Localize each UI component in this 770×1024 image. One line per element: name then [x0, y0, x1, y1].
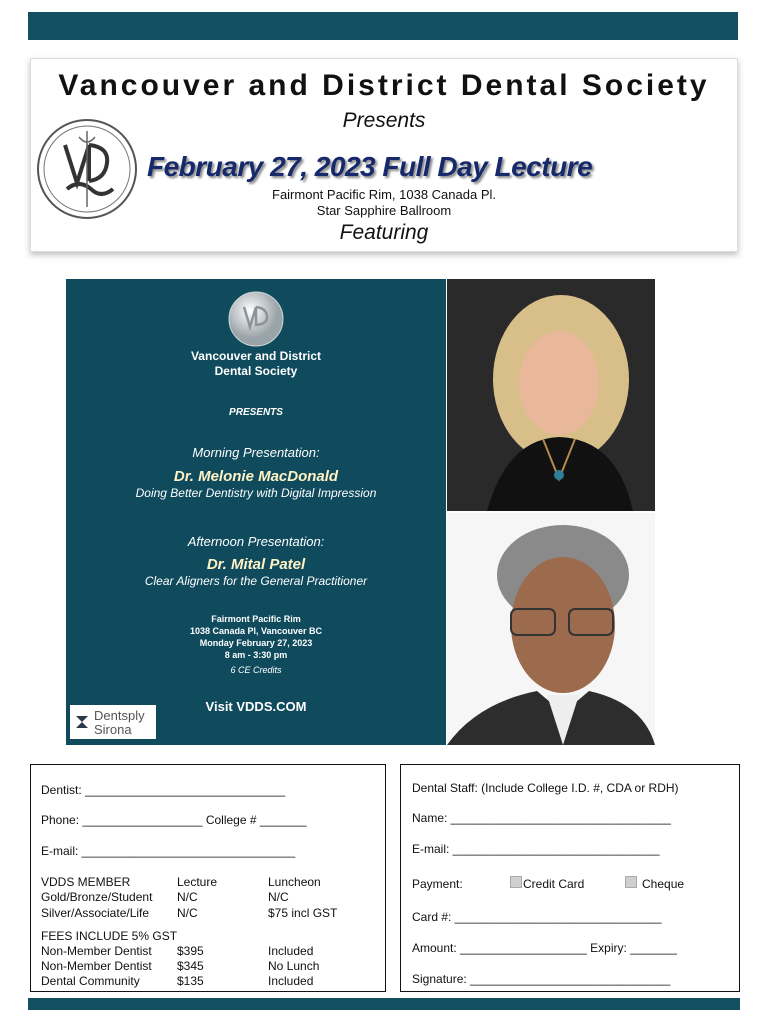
featuring-text: Featuring: [339, 221, 429, 244]
morning-speaker: Dr. Melonie MacDonald: [173, 468, 339, 485]
top-banner-bar: [28, 12, 738, 40]
card-number-field[interactable]: Card #: _______________________________: [412, 910, 662, 924]
fee-row-lunch: Included: [268, 974, 314, 988]
staff-payment-form: [400, 764, 740, 992]
venue-line-1: Fairmont Pacific Rim, 1038 Canada Pl.: [272, 187, 496, 202]
poster-time-line: 8 am - 3:30 pm: [224, 650, 288, 660]
fee-row-label: Dental Community: [41, 974, 140, 988]
event-poster: [66, 279, 446, 745]
fee-row-label: Silver/Associate/Life: [41, 906, 150, 920]
fee-row-price: $345: [177, 959, 204, 973]
morning-label: Morning Presentation:: [192, 445, 320, 460]
fee-row-label: Non-Member Dentist: [41, 944, 152, 958]
visit-link[interactable]: Visit VDDS.COM: [205, 699, 307, 714]
fee-row-luncheon: N/C: [268, 890, 289, 904]
credit-card-checkbox[interactable]: [510, 876, 522, 888]
fee-row-lecture: N/C: [177, 890, 198, 904]
poster-org-line-2: Dental Society: [214, 364, 298, 378]
bottom-banner-bar: [28, 998, 740, 1010]
lecture-title: February 27, 2023 Full Day Lecture: [147, 151, 593, 182]
sponsor-mark-icon: [74, 712, 92, 732]
poster-venue-line-1: Fairmont Pacific Rim: [211, 614, 301, 624]
dental-staff-label: Dental Staff: (Include College I.D. #, CDA or RDH): [412, 781, 679, 795]
cheque-label: Cheque: [642, 877, 685, 891]
org-title: Vancouver and District Dental Society: [58, 69, 710, 102]
poster-seal-logo: [228, 291, 284, 347]
header-card: [30, 58, 738, 252]
afternoon-label: Afternoon Presentation:: [187, 534, 325, 549]
staff-email-field[interactable]: E-mail: _______________________________: [412, 842, 660, 856]
presents-text: Presents: [342, 109, 426, 132]
ce-credits: 6 CE Credits: [230, 665, 282, 675]
sponsor-logo: [70, 705, 156, 739]
morning-talk: Doing Better Dentistry with Digital Impression: [135, 486, 377, 500]
signature-field[interactable]: Signature: ______________________________: [412, 972, 671, 986]
fee-row-lunch: Included: [268, 944, 314, 958]
fee-row-price: $395: [177, 944, 204, 958]
poster-org-line-1: Vancouver and District: [190, 349, 322, 363]
speaker-photo-patel: [447, 513, 655, 745]
name-field[interactable]: Name: _________________________________: [412, 811, 671, 825]
fee-row-label: Gold/Bronze/Student: [41, 890, 153, 904]
fee-row-lunch: No Lunch: [268, 959, 320, 973]
credit-card-label: Credit Card: [523, 877, 585, 891]
afternoon-speaker: Dr. Mital Patel: [206, 556, 306, 573]
poster-presents: PRESENTS: [229, 407, 283, 418]
sponsor-line-1: Dentsply: [94, 708, 145, 723]
poster-date-line: Monday February 27, 2023: [199, 638, 313, 648]
poster-venue-line-2: 1038 Canada Pl, Vancouver BC: [189, 626, 323, 636]
dentist-field[interactable]: Dentist: ______________________________: [41, 783, 286, 797]
fee-table-header: VDDS MEMBER: [41, 875, 131, 889]
afternoon-talk: Clear Aligners for the General Practitioner: [144, 574, 368, 588]
amount-expiry-field[interactable]: Amount: ___________________ Expiry: _______: [412, 941, 677, 955]
fee-table-header: Lecture: [177, 875, 218, 889]
fee-row-label: Non-Member Dentist: [41, 959, 152, 973]
fee-table-header: Luncheon: [268, 875, 321, 889]
fee-row-luncheon: $75 incl GST: [268, 906, 338, 920]
venue-line-2: Star Sapphire Ballroom: [316, 203, 452, 218]
fee-row-price: $135: [177, 974, 204, 988]
fee-row-lecture: N/C: [177, 906, 198, 920]
phone-field[interactable]: Phone: __________________ College # _______: [41, 813, 307, 827]
payment-label: Payment:: [412, 877, 463, 891]
fees-note: FEES INCLUDE 5% GST: [41, 929, 178, 943]
email-field[interactable]: E-mail: ________________________________: [41, 844, 296, 858]
cheque-checkbox[interactable]: [625, 876, 637, 888]
member-registration-form: [30, 764, 386, 992]
speaker-photo-macdonald: [447, 279, 655, 511]
sponsor-line-2: Sirona: [94, 722, 132, 737]
